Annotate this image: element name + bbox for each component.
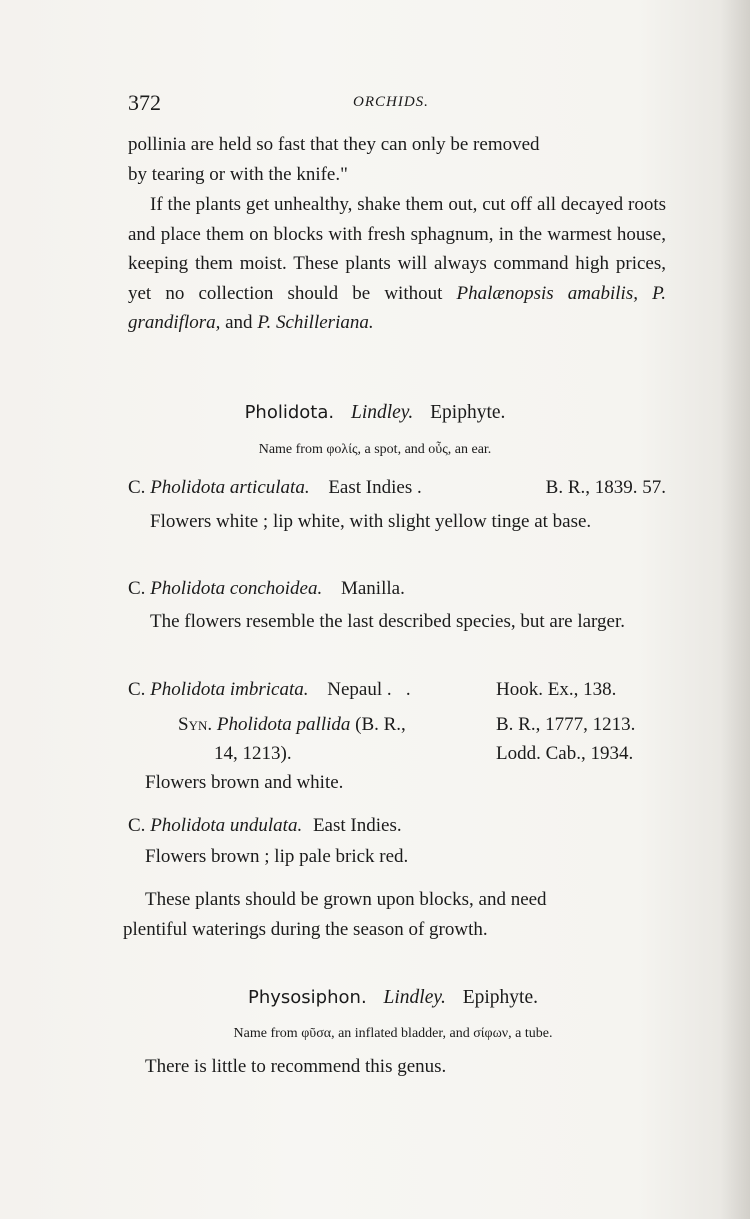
genus-etymology: Name from φῦσα, an inflated bladder, and σίφων, a tube. <box>233 1026 553 1041</box>
species-entry: C. Pholidota imbricata. Nepaul . . Hook. Ex., 138. <box>128 679 617 700</box>
page-header <box>128 90 666 120</box>
synonym-ref-continuation: 14, 1213). <box>214 743 292 764</box>
synonym-species: Pholidota pallida <box>216 714 351 735</box>
species-entry: C. Pholidota undulata. East Indies. <box>128 815 402 836</box>
species-description: Flowers brown and white. <box>145 772 344 793</box>
genus-heading-physosiphon: Physosiphon. Lindley. Epiphyte. <box>248 987 538 1008</box>
species-name: Phalænopsis amabilis, P. grandiflora, <box>128 282 667 334</box>
species-entry: C. Pholidota conchoidea. Manilla. <box>128 578 405 599</box>
text-line: plentiful waterings during the season of growth. <box>123 918 488 940</box>
species-name: Pholidota articulata. <box>150 477 310 498</box>
reference: B. R., 1839. 57. <box>545 477 666 498</box>
reference: Hook. Ex., 138. <box>496 679 617 700</box>
page-number: 372 <box>128 90 161 115</box>
species-description: Flowers brown ; lip pale brick red. <box>145 846 409 867</box>
paragraph-cultivation: If the plants get unhealthy, shake them out, cut off all decayed roots and place them on blocks with fresh sphagnum, in the warmest house, keeping them moist. These plants will always command high prices, yet no collection should be without Phalænopsis amabilis, P. grandiflora, and P. Schilleriana. <box>128 194 667 334</box>
species-entry: C. Pholidota articulata. East Indies . B. R., 1839. 57. <box>128 477 666 498</box>
running-title: ORCHIDS. <box>353 94 429 110</box>
species-description: The flowers resemble the last described species, but are larger. <box>150 611 625 632</box>
locality: East Indies . <box>328 477 422 498</box>
reference: Lodd. Cab., 1934. <box>496 743 634 764</box>
genus-etymology: Name from φολίς, a spot, and οὖς, an ear. <box>258 442 492 457</box>
species-name: P. Schilleriana. <box>257 312 374 334</box>
species-name: Pholidota imbricata. <box>150 679 309 700</box>
synonym-line: Syn. Pholidota pallida (B. R., <box>178 714 406 735</box>
genus-heading-pholidota: Pholidota. Lindley. Epiphyte. <box>244 402 506 423</box>
text-line: pollinia are held so fast that they can only be removed <box>128 134 540 155</box>
locality: Nepaul . . <box>327 679 411 700</box>
text-line: by tearing or with the knife." <box>128 163 348 185</box>
locality: Manilla. <box>340 578 405 599</box>
paragraph-continuation <box>128 130 666 189</box>
paragraph-genus-note: There is little to recommend this genus. <box>145 1056 447 1077</box>
paragraph-cultivation <box>123 885 666 944</box>
reference: B. R., 1777, 1213. <box>496 714 636 735</box>
text-line: These plants should be grown upon blocks, and need <box>145 889 547 910</box>
locality: East Indies. <box>312 815 402 836</box>
species-description: Flowers white ; lip white, with slight yellow tinge at base. <box>150 511 592 532</box>
species-name: Pholidota undulata. <box>150 815 303 836</box>
species-name: Pholidota conchoidea. <box>150 578 323 599</box>
